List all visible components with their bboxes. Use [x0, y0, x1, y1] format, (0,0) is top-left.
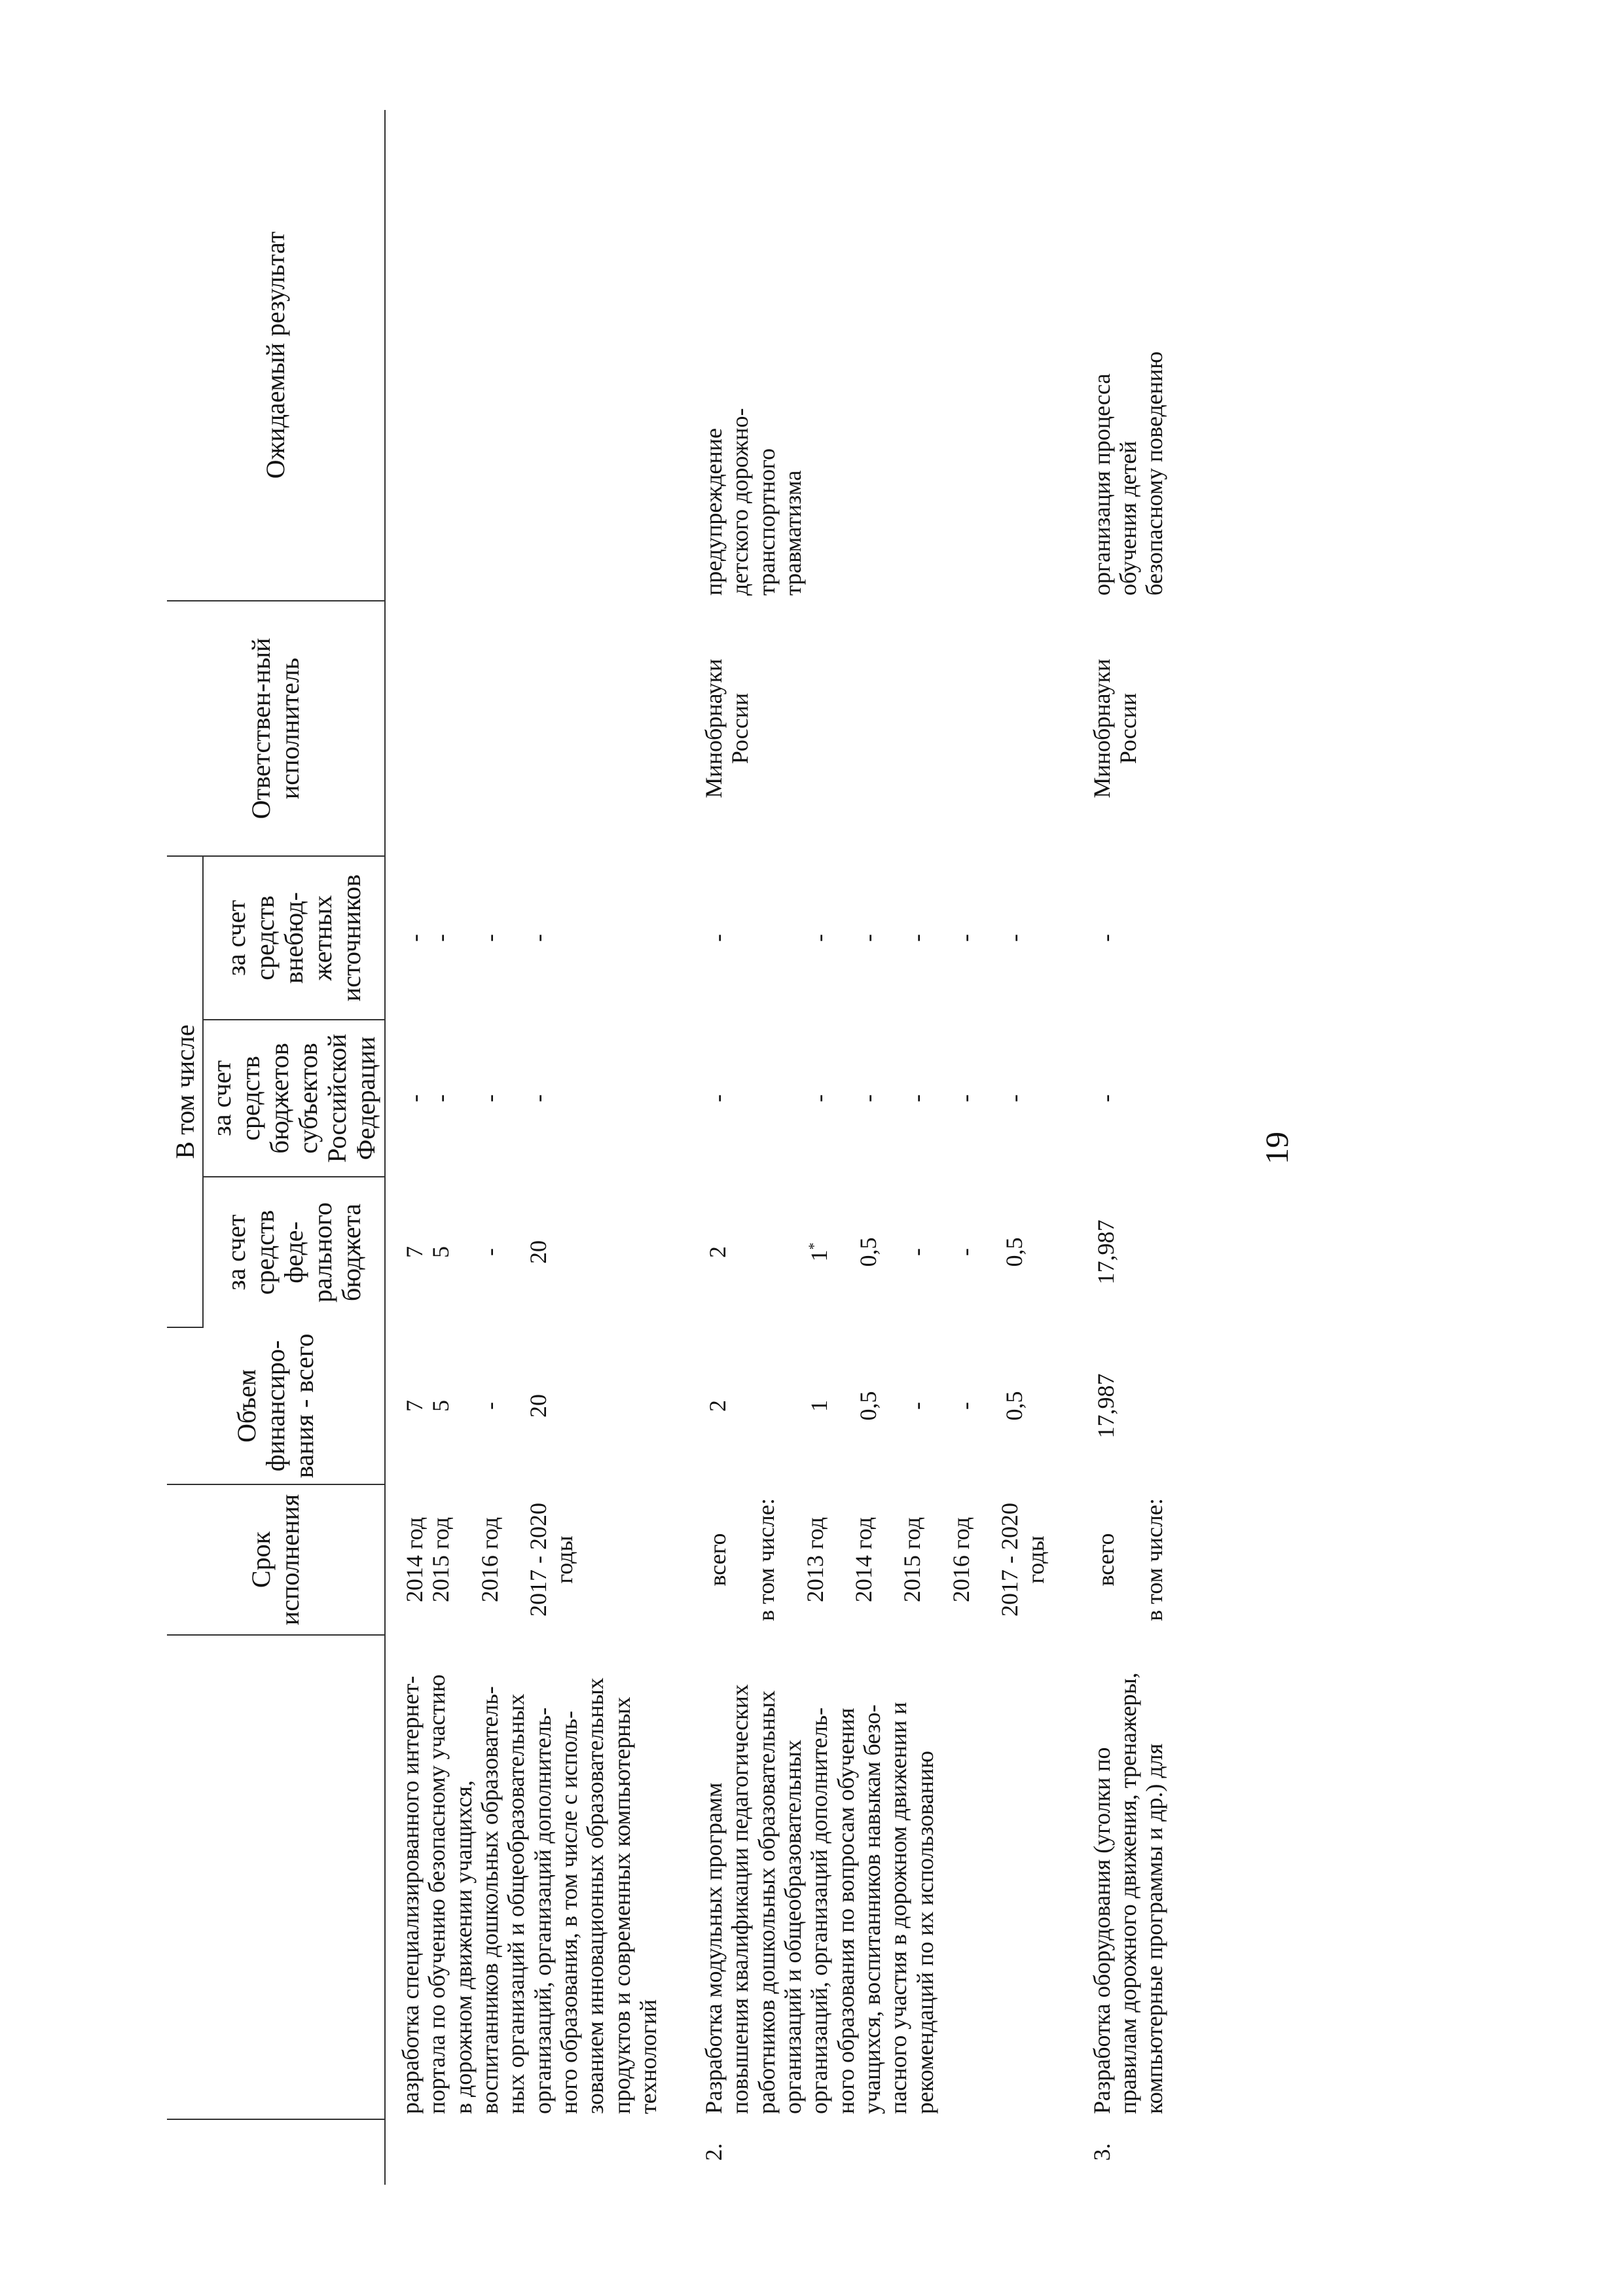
row-regional: - - - - — [401, 1094, 551, 1102]
header-extrabudget: за счет средств внебюд-жетных источников — [203, 856, 385, 1020]
row-term: всего в том числе: — [1092, 1498, 1167, 1621]
row-volume: 7 5 - 20 — [401, 1394, 551, 1418]
row-volume: 17,987 — [1092, 1373, 1119, 1439]
header-federal: за счет средств феде-рального бюджета — [203, 1177, 385, 1327]
table-row — [397, 110, 661, 2185]
row-result: предупреждение детского дорожно- транспортного травматизма — [701, 408, 807, 596]
row-extrabudget: - - - - — [401, 934, 551, 942]
row-result — [397, 110, 661, 601]
row-volume: 2 1 0,5 - - 0,5 — [704, 1391, 1027, 1421]
row-name: Разработка модульных программ повышения квалификации педагогических работников дошкольных образовательных организаций и общеобразовательных организаций, организаций дополнитель- ного образования по вопросам обучения учащихся, воспитанников навыкам безо- пасного участия в дорожном движении и рекомендаций по их использованию — [701, 1684, 938, 2114]
header-name — [167, 1635, 385, 2119]
row-regional: - — [1092, 1094, 1119, 1102]
row-responsible: Минобрнауки России — [1088, 658, 1141, 798]
row-number — [397, 2119, 661, 2185]
row-responsible: Минобрнауки России — [701, 658, 754, 798]
program-table — [167, 110, 1168, 2185]
header-row-1 — [167, 110, 203, 2185]
rotated-table-container — [167, 110, 1473, 2185]
header-including: В том числе — [167, 856, 203, 1327]
row-result: организация процесса обучения детей безопасному поведению — [1088, 351, 1168, 596]
row-number: 2. — [701, 2143, 727, 2161]
page-number: 19 — [1258, 1132, 1295, 1164]
table-row — [701, 110, 1049, 2185]
row-name: Разработка оборудования (уголки по правилам дорожного движения, тренажеры, компьютерные программы и др.) для — [1088, 1672, 1168, 2114]
header-responsible: Ответствен-ный исполнитель — [167, 601, 385, 856]
header-regional: за счет средств бюджетов субъектов Российской Федерации — [203, 1020, 385, 1177]
row-extrabudget: - — [1092, 934, 1119, 942]
row-federal: 2 1* 0,5 - - 0,5 — [704, 1237, 1027, 1267]
footnote-mark: * — [805, 1242, 822, 1250]
header-volume: Объем финансиро-вания - всего — [167, 1327, 385, 1484]
row-federal: 7 5 - 20 — [401, 1240, 551, 1264]
row-term: 2014 год 2015 год 2016 год 2017 - 2020 годы — [401, 1503, 578, 1617]
row-responsible — [397, 601, 661, 856]
header-num — [167, 2119, 385, 2185]
header-result: Ожидаемый результат — [167, 110, 385, 601]
row-regional: - - - - - - — [704, 1094, 1027, 1102]
row-extrabudget: - - - - - - — [704, 934, 1027, 942]
table-row — [1089, 110, 1168, 2185]
row-name: разработка специализированного интернет- портала по обучению безопасному участию в дорожном движении учащихся, воспитанников дошкольных образователь- ных организаций и общеобразовательных организаций, организаций дополнитель- ного образования, в том числе с исполь- зованием инновационных образовательных продуктов и современных компьютерных технологий — [397, 1674, 661, 2114]
row-number: 3. — [1088, 2143, 1115, 2161]
header-term: Срок исполнения — [167, 1484, 385, 1635]
row-federal: 17,987 — [1092, 1219, 1119, 1285]
row-term: всего в том числе: 2013 год 2014 год 2015 год 2016 год 2017 - 2020 годы — [704, 1498, 1049, 1621]
